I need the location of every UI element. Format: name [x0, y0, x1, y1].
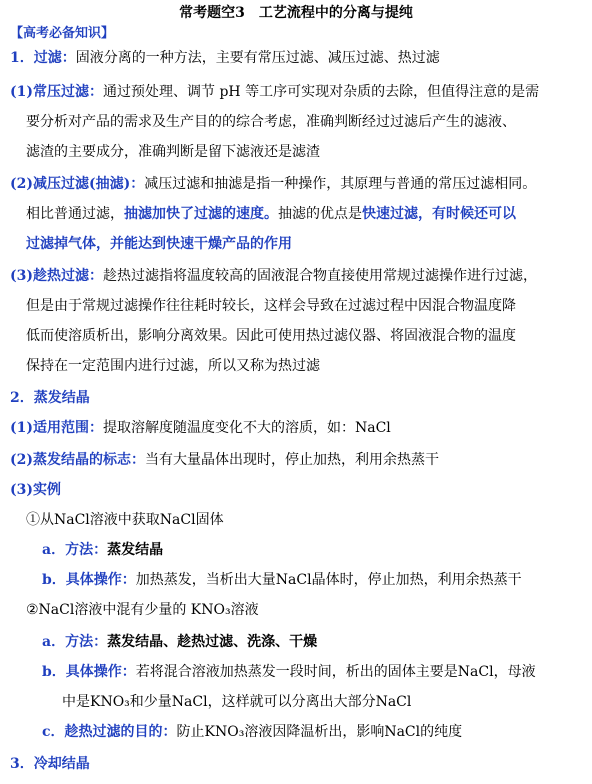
heading-cooling: 3．冷却结晶 [10, 756, 90, 772]
hot-filtration-line-4: 保持在一定范围内进行过滤，所以又称为热过滤 [26, 358, 320, 374]
normal-filtration-line-1 [10, 82, 539, 102]
hot-filtration-label: (3)趁热过滤： [10, 268, 103, 284]
vacuum-text-2a: 相比普通过滤， [26, 206, 124, 222]
heading-filtration-label: 1．过滤： [10, 50, 76, 66]
normal-filtration-label: (1)常压过滤： [10, 84, 103, 100]
example-1-method-label: a．方法： [42, 542, 108, 558]
heading-filtration [10, 48, 440, 68]
vacuum-filtration-line-1 [10, 174, 536, 194]
vacuum-filtration-text-1: 减压过滤和抽滤是指一种操作，其原理与普通的常压过滤相同。 [144, 176, 537, 192]
example-1-method-text: 蒸发结晶 [107, 542, 164, 558]
example-2-operation-text-1: 若将混合溶液加热蒸发一段时间，析出的固体主要是NaCl，母液 [135, 664, 536, 680]
example-1-operation-text: 加热蒸发，当析出大量NaCl晶体时，停止加热，利用余热蒸干 [135, 572, 522, 588]
evaporation-scope-label: (1)适用范围： [10, 420, 103, 436]
evaporation-scope [10, 418, 391, 438]
hot-filtration-line-1 [10, 266, 537, 286]
example-2-operation-label: b．具体操作： [42, 664, 136, 680]
normal-filtration-text-1: 通过预处理、调节 pH 等工序可实现对杂质的去除，但值得注意的是需 [103, 84, 540, 100]
section-tag: 【高考必备知识】 [10, 26, 115, 41]
example-2-method-text: 蒸发结晶、趁热过滤、洗涤、干燥 [107, 634, 318, 650]
vacuum-text-2c: 抽滤的优点是 [278, 206, 362, 222]
example-1-operation-label: b．具体操作： [42, 572, 136, 588]
normal-filtration-line-2: 要分析对产品的需求及生产目的的综合考虑，准确判断经过过滤后产生的滤液、 [26, 114, 516, 130]
example-1-title: ①从NaCl溶液中获取NaCl固体 [26, 512, 224, 528]
hot-filtration-line-2: 但是由于常规过滤操作往往耗时较长，这样会导致在过滤过程中因混合物温度降 [26, 298, 516, 314]
evaporation-sign-text: 当有大量晶体出现时，停止加热，利用余热蒸干 [145, 452, 439, 468]
evaporation-sign-label: (2)蒸发结晶的标志： [10, 452, 145, 468]
normal-filtration-line-3: 滤渣的主要成分，准确判断是留下滤液还是滤渣 [26, 144, 320, 160]
evaporation-scope-text: 提取溶解度随温度变化不大的溶质，如：NaCl [103, 420, 391, 436]
vacuum-text-2b: 抽滤加快了过滤的速度。 [124, 206, 278, 222]
example-2-purpose-text: 防止KNO₃溶液因降温析出，影响NaCl的纯度 [176, 724, 463, 740]
example-1-method [42, 540, 163, 560]
example-2-purpose-label: c．趁热过滤的目的： [42, 724, 177, 740]
evaporation-sign [10, 450, 439, 470]
vacuum-text-2d: 快速过滤，有时候还可以 [362, 206, 516, 222]
example-1-operation [42, 570, 522, 590]
example-2-method-label: a．方法： [42, 634, 108, 650]
example-2-operation-line-2: 中是KNO₃和少量NaCl，这样就可以分离出大部分NaCl [62, 694, 412, 710]
example-2-operation-line-1 [42, 662, 536, 682]
evaporation-examples-heading: (3)实例 [10, 482, 61, 498]
example-2-title: ②NaCl溶液中混有少量的 KNO₃溶液 [26, 602, 259, 618]
heading-filtration-text: 固液分离的一种方法，主要有常压过滤、减压过滤、热过滤 [75, 50, 440, 66]
vacuum-filtration-label: (2)减压过滤(抽滤)： [10, 176, 145, 192]
hot-filtration-text-1: 趁热过滤指将温度较高的固液混合物直接使用常规过滤操作进行过滤， [103, 268, 537, 284]
vacuum-filtration-line-3: 过滤掉气体，并能达到快速干燥产品的作用 [26, 236, 292, 252]
example-2-method [42, 632, 317, 652]
page-title: 常考题空3 工艺流程中的分离与提纯 [179, 5, 413, 21]
hot-filtration-line-3: 低而使溶质析出，影响分离效果。因此可使用热过滤仪器、将固液混合物的温度 [26, 328, 516, 344]
vacuum-filtration-line-2 [26, 204, 516, 224]
example-2-purpose [42, 722, 462, 742]
heading-evaporation: 2．蒸发结晶 [10, 390, 90, 406]
